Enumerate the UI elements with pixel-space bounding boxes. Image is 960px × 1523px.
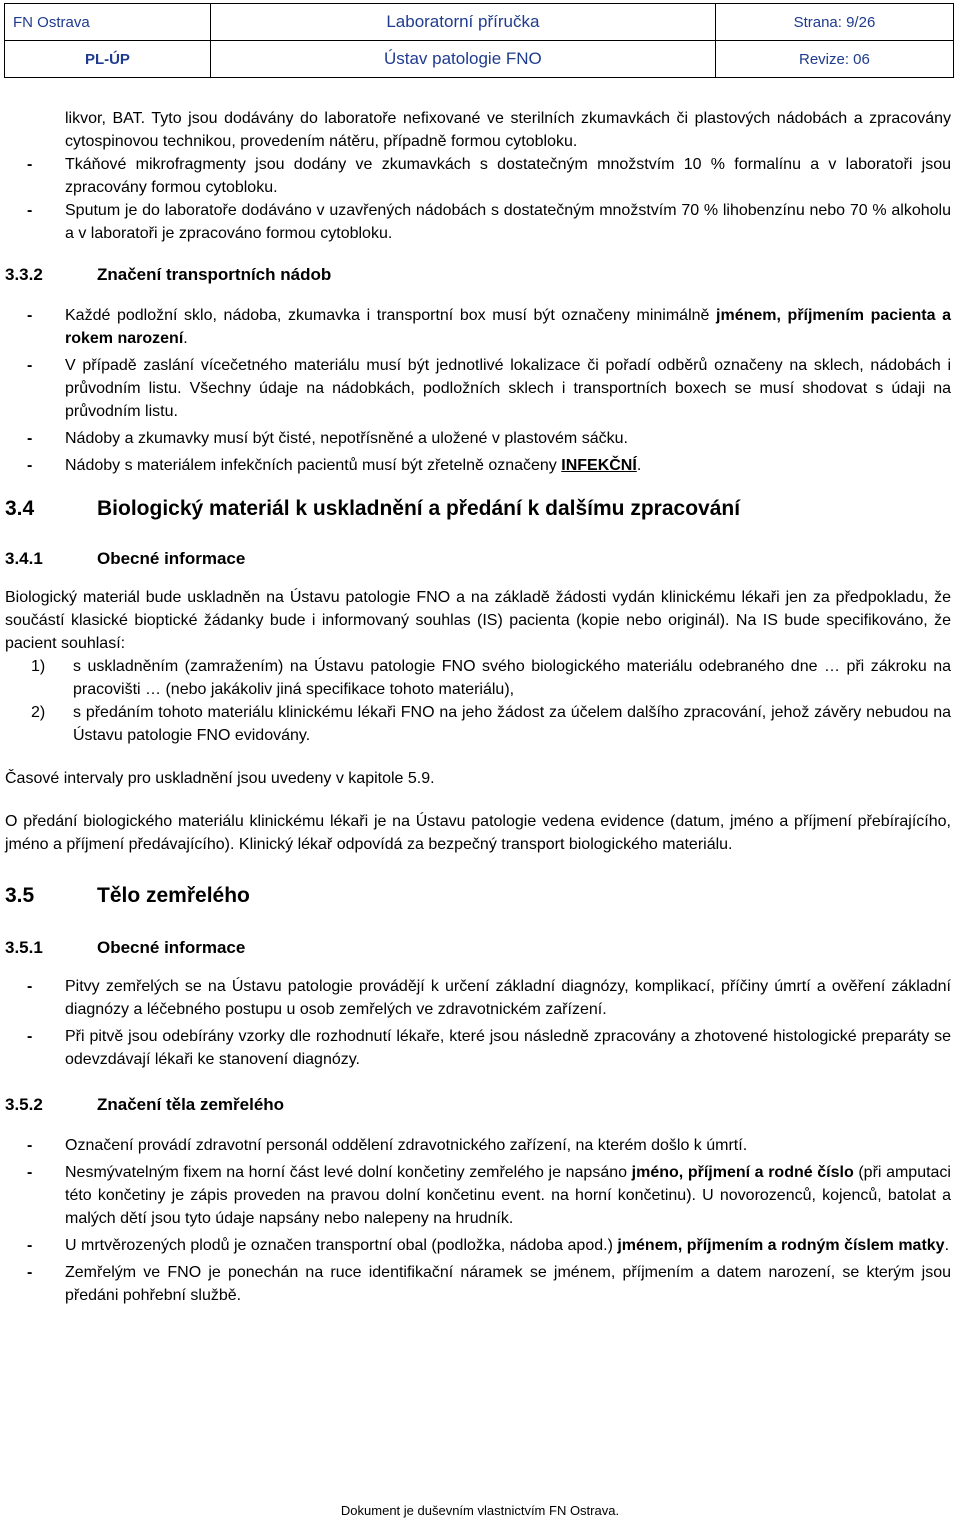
page-footer: Dokument je duševním vlastnictvím FN Ostrava. bbox=[340, 1503, 620, 1518]
list-item: - Nádoby a zkumavky musí být čisté, nepotřísněné a uložené v plastovém sáčku. bbox=[27, 430, 628, 447]
list-item: - Každé podložní sklo, nádoba, zkumavka i transportní box musí být označeny minimálně jménem, příjmením pacienta a rokem narození. bbox=[27, 307, 952, 347]
header-dept-code: PL-ÚP bbox=[5, 41, 211, 78]
header-org: FN Ostrava bbox=[5, 4, 211, 41]
paragraph: Časové intervaly pro uskladnění jsou uvedeny v kapitole 5.9. bbox=[5, 770, 435, 787]
document-body bbox=[5, 107, 951, 1307]
section-heading: 3.4.1 Obecné informace bbox=[5, 549, 246, 568]
list-item bbox=[5, 107, 951, 153]
list-item: - Tkáňové mikrofragmenty jsou dodány ve zkumavkách s dostatečným množstvím 10 % formalínu a v laboratoři jsou zpracovány formou cytobloku. bbox=[27, 156, 951, 196]
list-item: - Nesmývatelným fixem na horní část levé dolní končetiny zemřelého je napsáno jméno, příjmení a rodné číslo (při amputaci této končetiny je zápis proveden na pravou dolní končetinu event. na horní končetinu). U novorozenců, kojenců, batolat a malých dětí jsou tyto údaje napsány nebo nalepeny na hrudník. bbox=[27, 1164, 951, 1227]
section-heading: 3.3.2 Značení transportních nádob bbox=[5, 265, 332, 284]
list-item: 1) s uskladněním (zamražením) na Ústavu patologie FNO svého biologického materiálu odebraného dne … při zákroku na pracovišti … (nebo jakákoliv jiná specifikace tohoto materiálu), bbox=[31, 658, 951, 698]
section-heading: 3.5.1 Obecné informace bbox=[5, 938, 246, 957]
document-header bbox=[4, 3, 954, 78]
top-paragraph: likvor, BAT. Tyto jsou dodávány do laboratoře nefixované ve sterilních zkumavkách či plastových nádobách a zpracovány cytospinovou technikou, provedením nátěru, případně formou cytobloku. bbox=[65, 110, 951, 150]
header-title: Laboratorní příručka bbox=[210, 4, 715, 41]
list-item: - V případě zaslání vícečetného materiálu musí být jednotlivé lokalizace či pořadí odběrů označeny na sklech, nádobách i průvodním listu. Všechny údaje na nádobkách, podložních sklech i transportních boxech se musí shodovat s údaji na průvodním listu. bbox=[27, 357, 951, 420]
list-item: - Označení provádí zdravotní personál oddělení zdravotnického zařízení, na kterém došlo k úmrtí. bbox=[27, 1137, 748, 1154]
list-item: - Zemřelým ve FNO je ponechán na ruce identifikační náramek se jménem, příjmením a datem narození, se kterým jsou předáni pohřební službě. bbox=[27, 1264, 951, 1304]
list-item: 2) s předáním tohoto materiálu klinickému lékaři FNO na jeho žádost za účelem dalšího zpracování, jehož závěry nebudou na Ústavu patologie FNO evidovány. bbox=[31, 704, 951, 744]
section-heading: 3.5 Tělo zemřelého bbox=[5, 884, 250, 907]
header-subtitle: Ústav patologie FNO bbox=[210, 41, 715, 78]
header-page: Strana: 9/26 bbox=[715, 4, 953, 41]
list-item: - U mrtvěrozených plodů je označen transportní obal (podložka, nádoba apod.) jménem, příjmením a rodným číslem matky. bbox=[27, 1237, 950, 1254]
list-item: - Nádoby s materiálem infekčních pacientů musí být zřetelně označeny INFEKČNÍ. bbox=[27, 457, 642, 474]
list-item: - Sputum je do laboratoře dodáváno v uzavřených nádobách s dostatečným množstvím 70 % lihobenzínu nebo 70 % alkoholu a v laboratoři je zpracováno formou cytobloku. bbox=[27, 202, 951, 242]
header-revision: Revize: 06 bbox=[715, 41, 953, 78]
section-heading: 3.4 Biologický materiál k uskladnění a předání k dalšímu zpracování bbox=[5, 497, 741, 520]
list-item: - Při pitvě jsou odebírány vzorky dle rozhodnutí lékaře, které jsou následně zpracovány a zhotovené histologické preparáty se odevzdávají lékaři ke stanovení diagnózy. bbox=[27, 1028, 951, 1068]
paragraph: O předání biologického materiálu klinickému lékaři je na Ústavu patologie vedena evidence (datum, jméno a příjmení přebírajícího, jméno a příjmení předávajícího). Klinický lékař odpovídá za bezpečný transport biologického materiálu. bbox=[5, 813, 951, 853]
section-heading: 3.5.2 Značení těla zemřelého bbox=[5, 1095, 285, 1114]
list-item: - Pitvy zemřelých se na Ústavu patologie provádějí k určení základní diagnózy, komplikací, příčiny úmrtí a ověření základní diagnózy a léčebného postupu u osob zemřelých ve zdravotnickém zařízení. bbox=[27, 978, 951, 1018]
paragraph: Biologický materiál bude uskladněn na Ústavu patologie FNO a na základě žádosti vydán klinickému lékaři jen za předpokladu, že součástí klasické bioptické žádanky bude i informovaný souhlas (IS) pacienta (kopie nebo originál). Na IS bude specifikováno, že pacient souhlasí: bbox=[5, 589, 951, 652]
